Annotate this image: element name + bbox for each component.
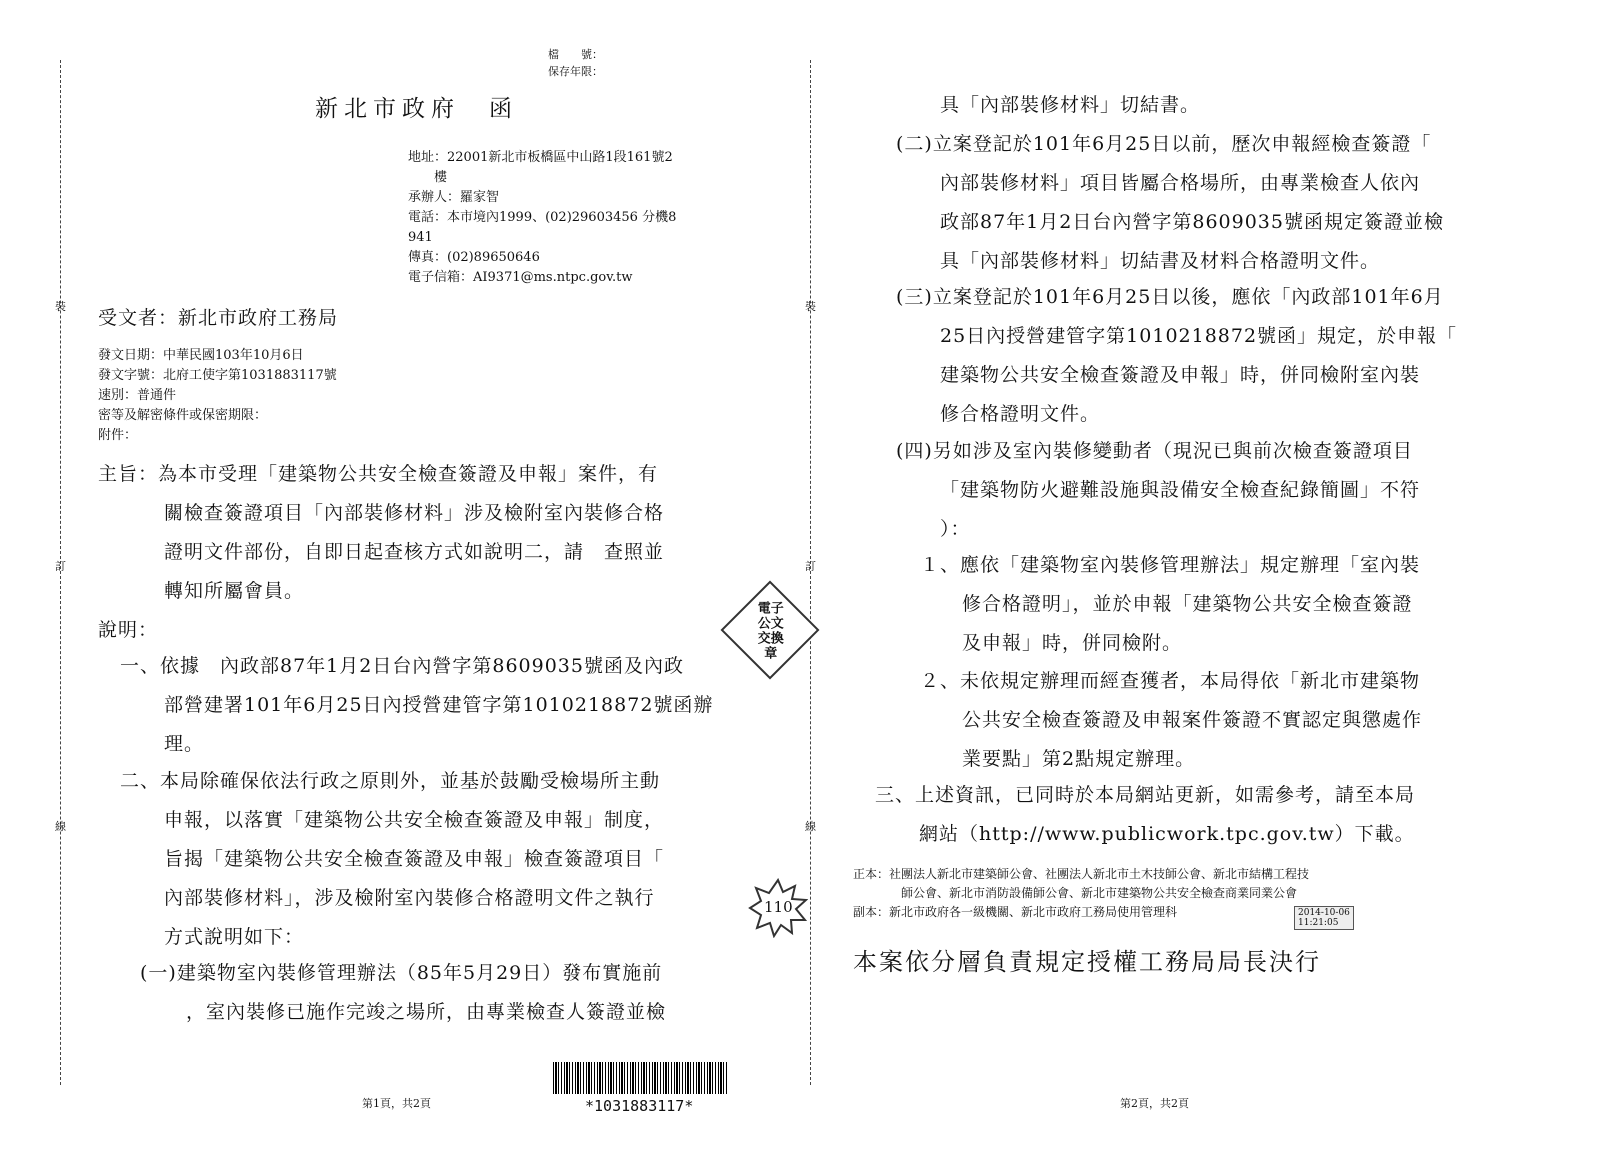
numbered-item-2-line: ２、未依規定辦理而經查獲者，本局得依「新北市建築物 <box>920 670 1421 692</box>
seal-number-stamp <box>748 878 808 938</box>
phone-line-cont: 941 <box>408 230 433 245</box>
item-3 <box>875 776 1415 854</box>
stamp-text: 電子 <box>757 601 784 617</box>
contact-block <box>408 148 676 288</box>
electronic-seal-stamp <box>721 581 820 680</box>
explain-label: 說明： <box>98 619 159 641</box>
cc-copy-line: 副本：新北市政府各一級機關、新北市政府工務局使用管理科 <box>853 905 1178 919</box>
sub-item-4 <box>896 432 1420 549</box>
barcode-text: *1031883117* <box>585 1097 694 1115</box>
numbered-item-1-line: 及申報」時，併同檢附。 <box>962 632 1183 654</box>
sub-item-3-line: (三)立案登記於101年6月25日以後，應依「內政部101年6月 <box>896 286 1444 308</box>
sub-item-1-line: (一)建築物室內裝修管理辦法（85年5月29日）發布實施前 <box>140 962 663 984</box>
phone-line: 電話：本市境內1999、(02)29603456 分機8 <box>408 210 677 225</box>
item-2 <box>120 762 664 957</box>
timestamp-time: 11:21:05 <box>1298 918 1339 928</box>
attachments: 附件： <box>98 428 138 443</box>
item-2-line: 旨揭「建築物公共安全檢查簽證及申報」檢查簽證項目「 <box>164 848 665 870</box>
sub-item-3-line: 修合格證明文件。 <box>940 403 1101 425</box>
cc-main-line: 正本：社團法人新北市建築師公會、社團法人新北市土木技師公會、新北市結構工程技 <box>853 867 1310 881</box>
sub-item-1 <box>140 954 666 1032</box>
stamp-text: 交換 <box>757 631 784 647</box>
sub-item-4-line: ）： <box>940 518 971 540</box>
binding-mark-ding: 訂 <box>55 560 66 573</box>
authorization-statement: 本案依分層負責規定授權工務局局長決行 <box>853 948 1321 976</box>
item-1-line: 一、依據 內政部87年1月2日台內營字第8609035號函及內政 <box>120 655 684 677</box>
numbered-item-2 <box>920 662 1422 779</box>
meta-block <box>98 346 337 446</box>
binding-mark-zhuang-2: 裝 <box>805 300 816 313</box>
item-2-line: 二、本局除確保依法行政之原則外，並基於鼓勵受檢場所主動 <box>120 770 661 792</box>
item-3-line: 網站（http://www.publicwork.tpc.gov.tw）下載。 <box>919 823 1415 845</box>
sub-item-3-line: 25日內授營建管字第1010218872號函」規定，於申報「 <box>940 325 1458 347</box>
issue-number: 發文字號：北府工使字第1031883117號 <box>98 368 337 383</box>
recipient: 受文者：新北市政府工務局 <box>98 307 339 329</box>
timestamp-stamp <box>1294 906 1354 930</box>
cont-line: 具「內部裝修材料」切結書。 <box>940 94 1201 116</box>
numbered-item-1-line: １、應依「建築物室內裝修管理辦法」規定辦理「室內裝 <box>920 554 1421 576</box>
sub-item-4-line: 「建築物防火避難設施與設備安全檢查紀錄簡圖」不符 <box>940 479 1421 501</box>
subject-line: 轉知所屬會員。 <box>164 580 305 602</box>
binding-mark-zhuang: 裝 <box>55 300 66 313</box>
sub-item-2-line: 內部裝修材料」項目皆屬合格場所，由專業檢查人依內 <box>940 172 1421 194</box>
binding-mark-xian-2: 線 <box>805 820 816 833</box>
file-number-label: 檔 號： <box>548 48 603 61</box>
numbered-item-1 <box>920 546 1420 663</box>
email: 電子信箱：AI9371@ms.ntpc.gov.tw <box>408 270 633 285</box>
issue-date: 發文日期：中華民國103年10月6日 <box>98 348 304 363</box>
fax: 傳真：(02)89650646 <box>408 250 540 265</box>
cc-main-line: 師公會、新北市消防設備師公會、新北市建築物公共安全檢查商業同業公會 <box>901 886 1298 900</box>
sub-item-2-line: 政部87年1月2日台內營字第8609035號函規定簽證並檢 <box>940 211 1444 233</box>
sub-item-3 <box>896 278 1457 434</box>
numbered-item-2-line: 業要點」第2點規定辦理。 <box>962 748 1196 770</box>
confidentiality: 密等及解密條件或保密期限： <box>98 408 268 423</box>
subject-line: 證明文件部份，自即日起查核方式如說明二，請 查照並 <box>164 541 665 563</box>
item-1-line: 部營建署101年6月25日內授營建管字第1010218872號函辦 <box>164 694 714 716</box>
handler: 承辦人：羅家智 <box>408 190 500 205</box>
sub-item-2-line: (二)立案登記於101年6月25日以前，歷次申報經檢查簽證「 <box>896 133 1432 155</box>
item-3-line: 三、上述資訊，已同時於本局網站更新，如需參考，請至本局 <box>875 784 1416 806</box>
speed-class: 速別：普通件 <box>98 388 177 403</box>
document-page-2 <box>820 0 1600 1173</box>
binding-mark-ding-2: 訂 <box>805 560 816 573</box>
sub-item-4-line: (四)另如涉及室內裝修變動者（現況已與前次檢查簽證項目 <box>896 440 1413 462</box>
item-2-line: 內部裝修材料」，涉及檢附室內裝修合格證明文件之執行 <box>164 887 655 909</box>
page-footer-1: 第1頁，共2頁 <box>362 1097 431 1110</box>
subject-line: 主旨：為本市受理「建築物公共安全檢查簽證及申報」案件，有 <box>98 463 659 485</box>
sub-item-3-line: 建築物公共安全檢查簽證及申報」時，併同檢附室內裝 <box>940 364 1421 386</box>
timestamp-date: 2014-10-06 <box>1298 908 1350 918</box>
seal-number: 110 <box>764 898 793 916</box>
subject-block <box>98 455 664 650</box>
sub-item-2 <box>896 125 1444 281</box>
sub-item-1-line: ，室內裝修已施作完竣之場所，由專業檢查人簽證並檢 <box>186 1001 667 1023</box>
numbered-item-1-line: 修合格證明」，並於申報「建築物公共安全檢查簽證 <box>962 593 1413 615</box>
page-footer-2: 第2頁，共2頁 <box>1120 1097 1189 1110</box>
item-1-line: 理。 <box>164 733 205 755</box>
stamp-text: 章 <box>764 646 778 662</box>
binding-mark-xian: 線 <box>55 820 66 833</box>
address-line-cont: 樓 <box>408 170 448 185</box>
stamp-text: 公文 <box>757 616 784 632</box>
item-2-line: 方式說明如下： <box>164 926 305 948</box>
document-title: 新北市政府 函 <box>315 96 518 122</box>
address-line: 地址：22001新北市板橋區中山路1段161號2 <box>408 150 673 165</box>
numbered-item-2-line: 公共安全檢查簽證及申報案件簽證不實認定與懲處作 <box>962 709 1423 731</box>
barcode <box>553 1062 729 1094</box>
retention-label: 保存年限： <box>548 65 603 78</box>
distribution-block <box>853 865 1309 922</box>
item-1 <box>120 647 713 764</box>
sub-item-2-line: 具「內部裝修材料」切結書及材料合格證明文件。 <box>940 250 1381 272</box>
subject-line: 關檢查簽證項目「內部裝修材料」涉及檢附室內裝修合格 <box>164 502 665 524</box>
item-2-line: 申報，以落實「建築物公共安全檢查簽證及申報」制度， <box>164 809 665 831</box>
